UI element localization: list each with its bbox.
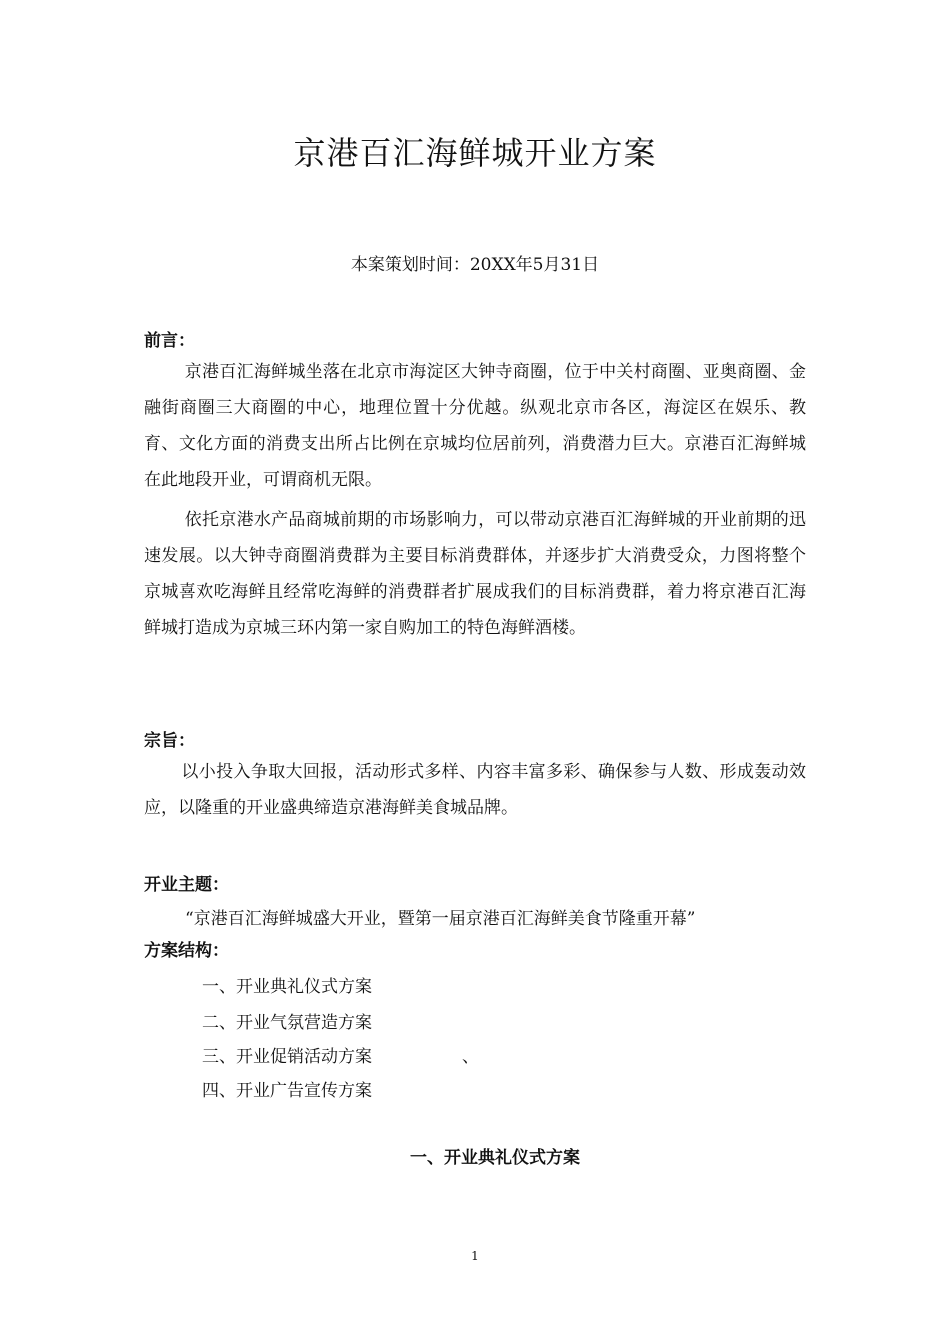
theme-text: “京港百汇海鲜城盛大开业，暨第一届京港百汇海鲜美食节隆重开幕” <box>185 909 696 929</box>
purpose-heading: 宗旨： <box>144 731 195 751</box>
page-number: 1 <box>471 1249 479 1263</box>
structure-item: 一、开业典礼仪式方案 <box>202 977 372 997</box>
theme-heading: 开业主题： <box>144 875 229 895</box>
structure-item: 三、开业促销活动方案 <box>202 1047 372 1067</box>
preface-paragraph-2: 依托京港水产品商城前期的市场影响力，可以带动京港百汇海鲜城的开业前期的迅速发展。以大钟寺商圈消费群为主要目标消费群体，并逐步扩大消费受众，力图将整个京城喜欢吃海鲜且经常吃海鲜的消费群者扩展成我们的目标消费群，着力将京港百汇海鲜城打造成为京城三环内第一家自购加工的特色海鲜酒楼。 <box>144 510 806 638</box>
preface-paragraph-1: 京港百汇海鲜城坐落在北京市海淀区大钟寺商圈，位于中关村商圈、亚奥商圈、金融街商圈三大商圈的中心，地理位置十分优越。纵观北京市各区，海淀区在娱乐、教育、文化方面的消费支出所占比例在京城均位居前列，消费潜力巨大。京港百汇海鲜城在此地段开业，可谓商机无限。 <box>144 362 806 490</box>
structure-item: 四、开业广告宣传方案 <box>202 1081 372 1101</box>
document-title: 京港百汇海鲜城开业方案 <box>293 134 657 172</box>
section-heading: 一、开业典礼仪式方案 <box>410 1148 580 1168</box>
structure-item: 二、开业气氛营造方案 <box>202 1013 372 1033</box>
stray-punctuation: 、 <box>462 1047 479 1067</box>
preface-heading: 前言： <box>144 331 195 351</box>
purpose-paragraph: 以小投入争取大回报，活动形式多样、内容丰富多彩、确保参与人数、形成轰动效应，以隆重的开业盛典缔造京港海鲜美食城品牌。 <box>144 762 806 818</box>
planning-date: 本案策划时间：20XX年5月31日 <box>350 255 600 275</box>
structure-heading: 方案结构： <box>144 941 229 961</box>
